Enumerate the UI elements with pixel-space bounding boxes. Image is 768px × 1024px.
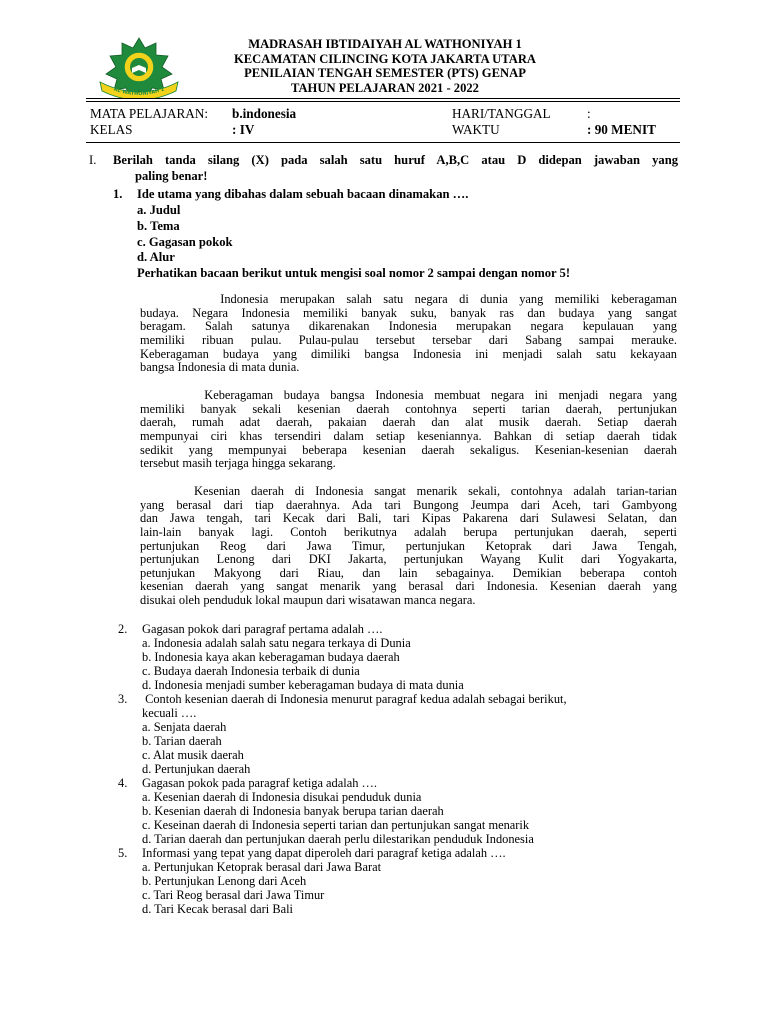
subject-label: MATA PELAJARAN: bbox=[90, 106, 209, 121]
q5-option-a: a. Pertunjukan Ketoprak berasal dari Jawa Barat bbox=[142, 860, 382, 874]
q3-option-d: d. Pertunjukan daerah bbox=[142, 762, 251, 776]
q4-option-a: a. Kesenian daerah di Indonesia disukai penduduk dunia bbox=[142, 790, 422, 804]
q2-option-d: d. Indonesia menjadi sumber keberagaman budaya di mata dunia bbox=[142, 678, 464, 692]
school-logo bbox=[94, 36, 184, 98]
paragraph-line: lain-lain banyak lagi. Contoh berikutnya adalah berupa pertunjukan daerah, seperti bbox=[140, 525, 677, 539]
q5-option-c: c. Tari Reog berasal dari Jawa Timur bbox=[142, 888, 325, 902]
q3-text-line1: Contoh kesenian daerah di Indonesia menurut paragraf kedua adalah sebagai berikut, bbox=[142, 692, 567, 706]
q2-option-b: b. Indonesia kaya akan keberagaman budaya daerah bbox=[142, 650, 400, 664]
paragraph-line: disukai oleh penduduk lokal maupun dari wisatawan manca negara. bbox=[140, 594, 476, 608]
header-divider-thick bbox=[86, 98, 680, 99]
class-value: : IV bbox=[232, 122, 255, 137]
q3-number: 3. bbox=[118, 692, 128, 706]
paragraph-line: pertunjukan Reog dari Jawa Timur, pertunjukan Ketoprak dari Jawa Tengah, bbox=[140, 539, 677, 553]
header-district: KECAMATAN CILINCING KOTA JAKARTA UTARA bbox=[233, 51, 537, 66]
reading-paragraph-3 bbox=[140, 485, 677, 608]
paragraph-line: dan Jawa tengah, tari Kecak dari Bali, tari Kipas Pakarena dari Sulawesi Selatan, dan bbox=[140, 512, 677, 526]
paragraph-line: beragam. Salah satunya dikarenakan Indonesia merupakan negara kepulauan yang bbox=[140, 320, 677, 334]
paragraph-line: Keberagaman budaya yang dimiliki bangsa Indonesia ini menjadi salah satu kekayaan bbox=[140, 347, 677, 361]
q1-option-c: c. Gagasan pokok bbox=[137, 235, 233, 249]
q2-number: 2. bbox=[118, 622, 128, 636]
section-instruction-line2: paling benar! bbox=[135, 169, 208, 183]
paragraph-line: yang berasal dari tiap daerahnya. Ada tari Bungong Jeumpa dari Aceh, tari Gambyong bbox=[140, 498, 677, 512]
header-divider-thin bbox=[86, 101, 680, 102]
paragraph-line: sedikit yang mempunyai beberapa kesenian daerah sekaligus. Kesenian-kesenian daerah bbox=[140, 443, 677, 457]
header-school-name: MADRASAH IBTIDAIYAH AL WATHONIYAH 1 bbox=[248, 37, 522, 51]
time-value: : 90 MENIT bbox=[587, 122, 656, 137]
paragraph-line: tersebut masih terjaga hingga sekarang. bbox=[140, 457, 336, 471]
q2-option-c: c. Budaya daerah Indonesia terbaik di dunia bbox=[142, 664, 360, 678]
paragraph-line: Kesenian daerah di Indonesia sangat menarik sekali, contohnya adalah tarian-tarian bbox=[140, 485, 677, 498]
reading-note: Perhatikan bacaan berikut untuk mengisi soal nomor 2 sampai dengan nomor 5! bbox=[137, 266, 571, 280]
q4-option-b: b. Kesenian daerah di Indonesia banyak berupa tarian daerah bbox=[142, 804, 444, 818]
paragraph-line: memiliki banyak sekali kesenian daerah contohnya seperti tarian daerah, pertunjukan bbox=[140, 402, 677, 416]
q1-option-a: a. Judul bbox=[137, 203, 181, 217]
section-instruction-line1: Berilah tanda silang (X) pada salah satu huruf A,B,C atau D didepan jawaban yang bbox=[113, 153, 678, 167]
paragraph-line: petunjukan Makyong dari Riau, dan lain sebagainya. Demikian beberapa contoh bbox=[140, 566, 677, 580]
q4-number: 4. bbox=[118, 776, 128, 790]
q5-text: Informasi yang tepat yang dapat diperoleh dari paragraf ketiga adalah …. bbox=[142, 846, 506, 860]
q3-option-c: c. Alat musik daerah bbox=[142, 748, 244, 762]
paragraph-line: budaya. Negara Indonesia memiliki banyak suku, banyak ras dan budaya yang sangat bbox=[140, 306, 677, 320]
header-school-year: TAHUN PELAJARAN 2021 - 2022 bbox=[291, 80, 479, 95]
day-value: : bbox=[587, 106, 591, 121]
info-divider bbox=[86, 142, 680, 143]
time-label: WAKTU bbox=[452, 122, 500, 137]
reading-paragraph-2 bbox=[140, 389, 677, 471]
q1-option-b: b. Tema bbox=[137, 219, 180, 233]
day-label: HARI/TANGGAL bbox=[452, 106, 551, 121]
paragraph-line: kesenian daerah yang sangat menarik yang berasal dari Indonesia. Kesenian daerah yang bbox=[140, 580, 677, 594]
section-number: I. bbox=[89, 153, 97, 167]
q4-text: Gagasan pokok pada paragraf ketiga adalah …. bbox=[142, 776, 377, 790]
q1-text: Ide utama yang dibahas dalam sebuah bacaan dinamakan …. bbox=[137, 187, 469, 201]
q1-number: 1. bbox=[113, 187, 123, 201]
q2-text: Gagasan pokok dari paragraf pertama adalah …. bbox=[142, 622, 383, 636]
paragraph-line: mempunyai ciri khas tersendiri dalam setiap keseniannya. Bahkan di setiap daerah tidak bbox=[140, 429, 677, 443]
q4-option-c: c. Keseinan daerah di Indonesia seperti tarian dan pertunjukan sangat menarik bbox=[142, 818, 530, 832]
q2-option-a: a. Indonesia adalah salah satu negara terkaya di Dunia bbox=[142, 636, 411, 650]
q5-option-b: b. Pertunjukan Lenong dari Aceh bbox=[142, 874, 307, 888]
header-exam-name: PENILAIAN TENGAH SEMESTER (PTS) GENAP bbox=[244, 66, 526, 80]
paragraph-line: bangsa Indonesia di mata dunia. bbox=[140, 361, 300, 375]
q5-option-d: d. Tari Kecak berasal dari Bali bbox=[142, 902, 293, 916]
q3-option-a: a. Senjata daerah bbox=[142, 720, 227, 734]
paragraph-line: Indonesia merupakan salah satu negara di dunia yang memiliki keberagaman bbox=[140, 293, 677, 306]
class-label: KELAS bbox=[90, 122, 133, 137]
q1-option-d: d. Alur bbox=[137, 250, 175, 264]
paragraph-line: pertunjukan Lenong dari DKI Jakarta, pertunjukan Wayang Kulit dari Yogyakarta, bbox=[140, 553, 677, 567]
q5-number: 5. bbox=[118, 846, 128, 860]
reading-paragraph-1 bbox=[140, 293, 677, 375]
subject-value: b.indonesia bbox=[232, 106, 297, 121]
q3-option-b: b. Tarian daerah bbox=[142, 734, 222, 748]
logo-ribbon-text: AL WATHONIYAH 1 bbox=[112, 86, 166, 98]
q3-text-line2: kecuali …. bbox=[142, 706, 197, 720]
paragraph-line: memiliki ribuan pulau. Pulau-pulau tersebut tersebar dari Sabang sampai merauke. bbox=[140, 333, 677, 347]
school-header bbox=[190, 37, 580, 95]
paragraph-line: Keberagaman budaya bangsa Indonesia membuat negara ini menjadi negara yang bbox=[140, 389, 677, 402]
q4-option-d: d. Tarian daerah dan pertunjukan daerah perlu dilestarikan penduduk Indonesia bbox=[142, 832, 534, 846]
paragraph-line: daerah, rumah adat daerah, pakaian daerah dan alat musik daerah. Setiap daerah bbox=[140, 416, 677, 430]
